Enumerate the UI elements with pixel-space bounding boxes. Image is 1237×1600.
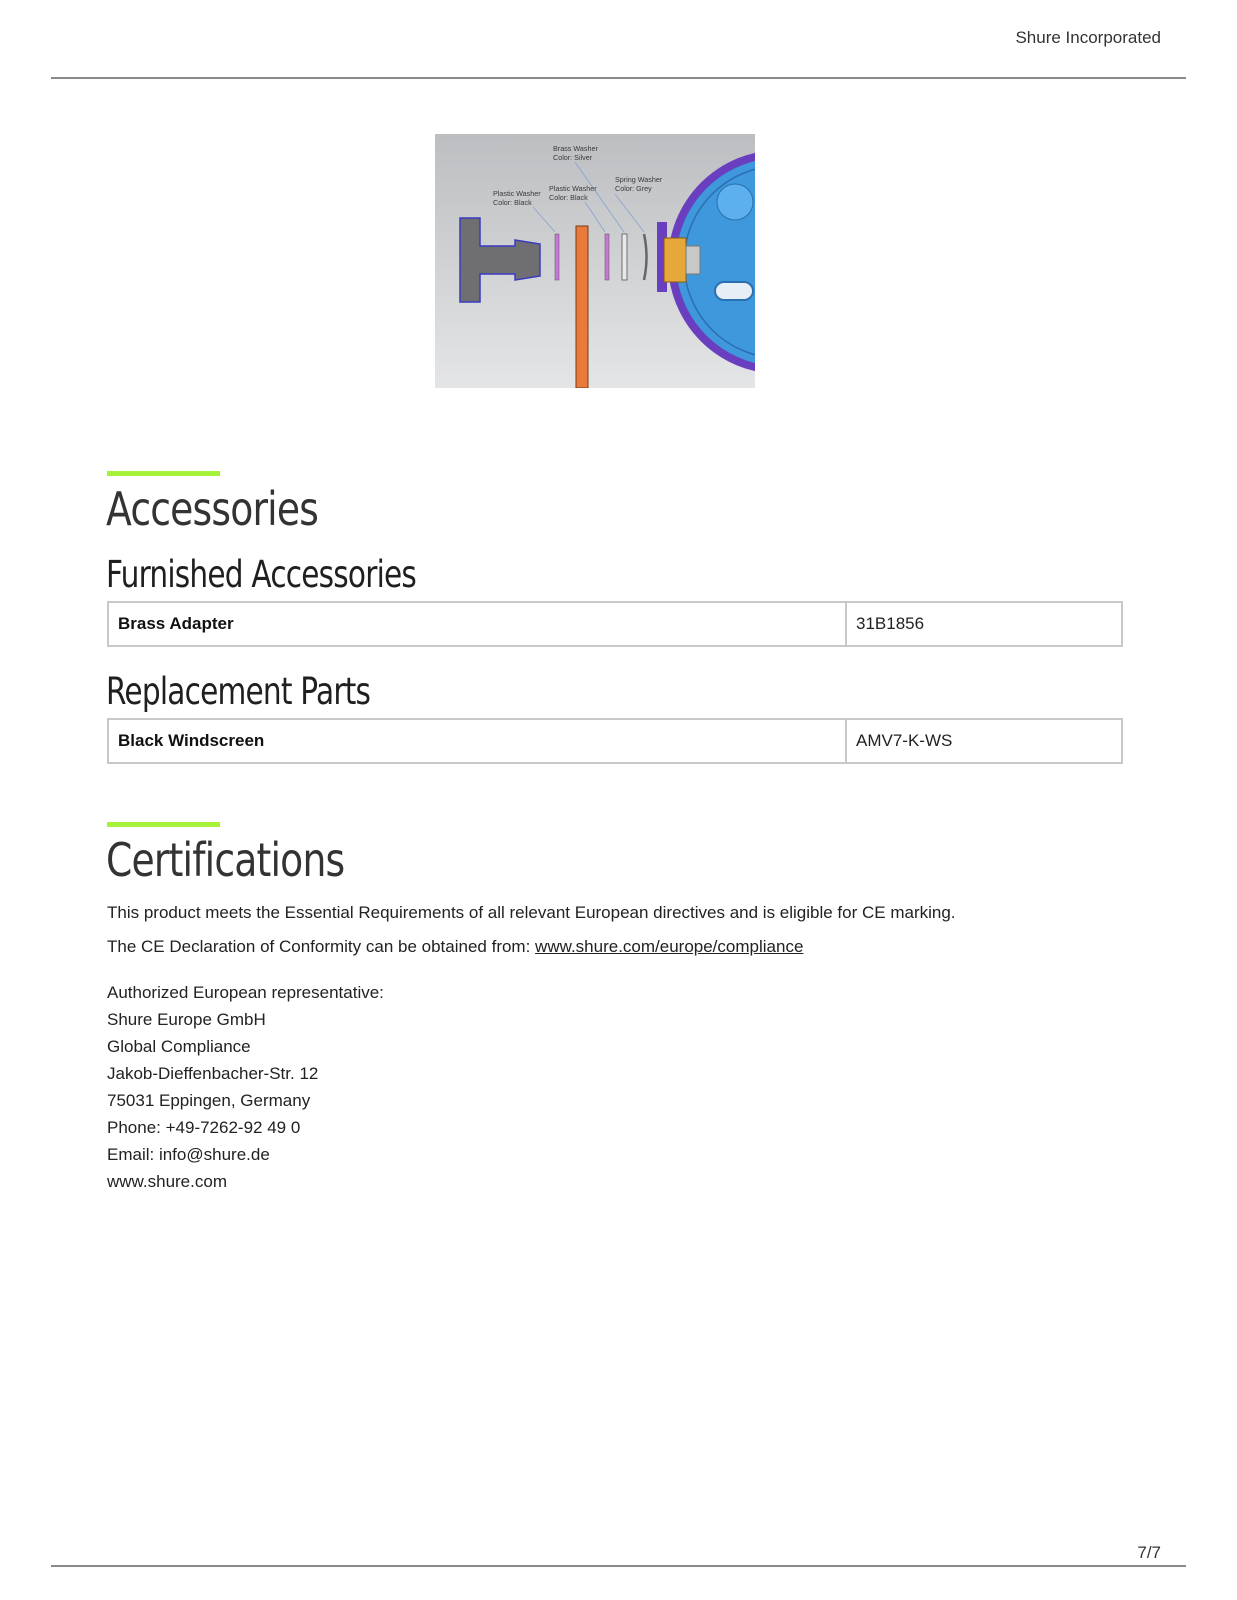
furnished-accessories-table bbox=[107, 601, 1123, 647]
furnished-accessories-heading: Furnished Accessories bbox=[106, 553, 417, 596]
table-row bbox=[108, 602, 1122, 646]
housing-slot bbox=[715, 282, 753, 300]
compliance-link[interactable]: www.shure.com/europe/compliance bbox=[535, 937, 804, 956]
ce-compliance-statement: This product meets the Essential Requirements of all relevant European directives and is eligible for CE marking. bbox=[107, 903, 956, 922]
label-brass-washer-color: Color: Silver bbox=[553, 153, 593, 162]
spring-washer bbox=[644, 234, 647, 280]
label-spring-washer-color: Color: Grey bbox=[615, 184, 652, 193]
address-line: Email: info@shure.de bbox=[107, 1145, 270, 1164]
address-line: www.shure.com bbox=[107, 1172, 227, 1191]
footer-rule bbox=[51, 1565, 1186, 1567]
ce-declaration-text bbox=[107, 937, 803, 957]
label-brass-washer: Brass Washer bbox=[553, 144, 598, 153]
replacement-parts-heading: Replacement Parts bbox=[106, 670, 371, 713]
label-plastic-washer-2-color: Color: Black bbox=[549, 193, 588, 202]
part-number: 31B1856 bbox=[846, 602, 1122, 646]
address-line: Global Compliance bbox=[107, 1037, 251, 1056]
ce-declaration-prefix: The CE Declaration of Conformity can be obtained from: bbox=[107, 937, 536, 956]
label-plastic-washer-1-color: Color: Black bbox=[493, 198, 532, 207]
brass-insert bbox=[664, 238, 686, 282]
label-spring-washer: Spring Washer bbox=[615, 175, 663, 184]
mount-bar bbox=[576, 226, 588, 388]
address-line: Jakob-Dieffenbacher-Str. 12 bbox=[107, 1064, 319, 1083]
washer-assembly-diagram bbox=[435, 134, 755, 388]
table-row bbox=[108, 719, 1122, 763]
address-line: Shure Europe GmbH bbox=[107, 1010, 266, 1029]
header-company-name: Shure Incorporated bbox=[1015, 28, 1161, 47]
replacement-parts-table bbox=[107, 718, 1123, 764]
address-line: 75031 Eppingen, Germany bbox=[107, 1091, 311, 1110]
european-representative-address bbox=[107, 979, 384, 1195]
certifications-accent-bar bbox=[107, 822, 220, 827]
accessories-heading: Accessories bbox=[106, 482, 319, 536]
brass-washer bbox=[622, 234, 627, 280]
header-rule bbox=[51, 77, 1186, 79]
address-line: Authorized European representative: bbox=[107, 983, 384, 1002]
plastic-washer-2 bbox=[605, 234, 609, 280]
accessories-accent-bar bbox=[107, 471, 220, 476]
certifications-heading: Certifications bbox=[106, 833, 345, 887]
page-number: 7/7 bbox=[1137, 1543, 1161, 1562]
label-plastic-washer-1: Plastic Washer bbox=[493, 189, 541, 198]
part-number: AMV7-K-WS bbox=[846, 719, 1122, 763]
thumb-screw bbox=[460, 218, 540, 302]
address-line: Phone: +49-7262-92 49 0 bbox=[107, 1118, 301, 1137]
plastic-washer-1 bbox=[555, 234, 559, 280]
part-name: Brass Adapter bbox=[108, 602, 846, 646]
label-plastic-washer-2: Plastic Washer bbox=[549, 184, 597, 193]
part-name: Black Windscreen bbox=[108, 719, 846, 763]
